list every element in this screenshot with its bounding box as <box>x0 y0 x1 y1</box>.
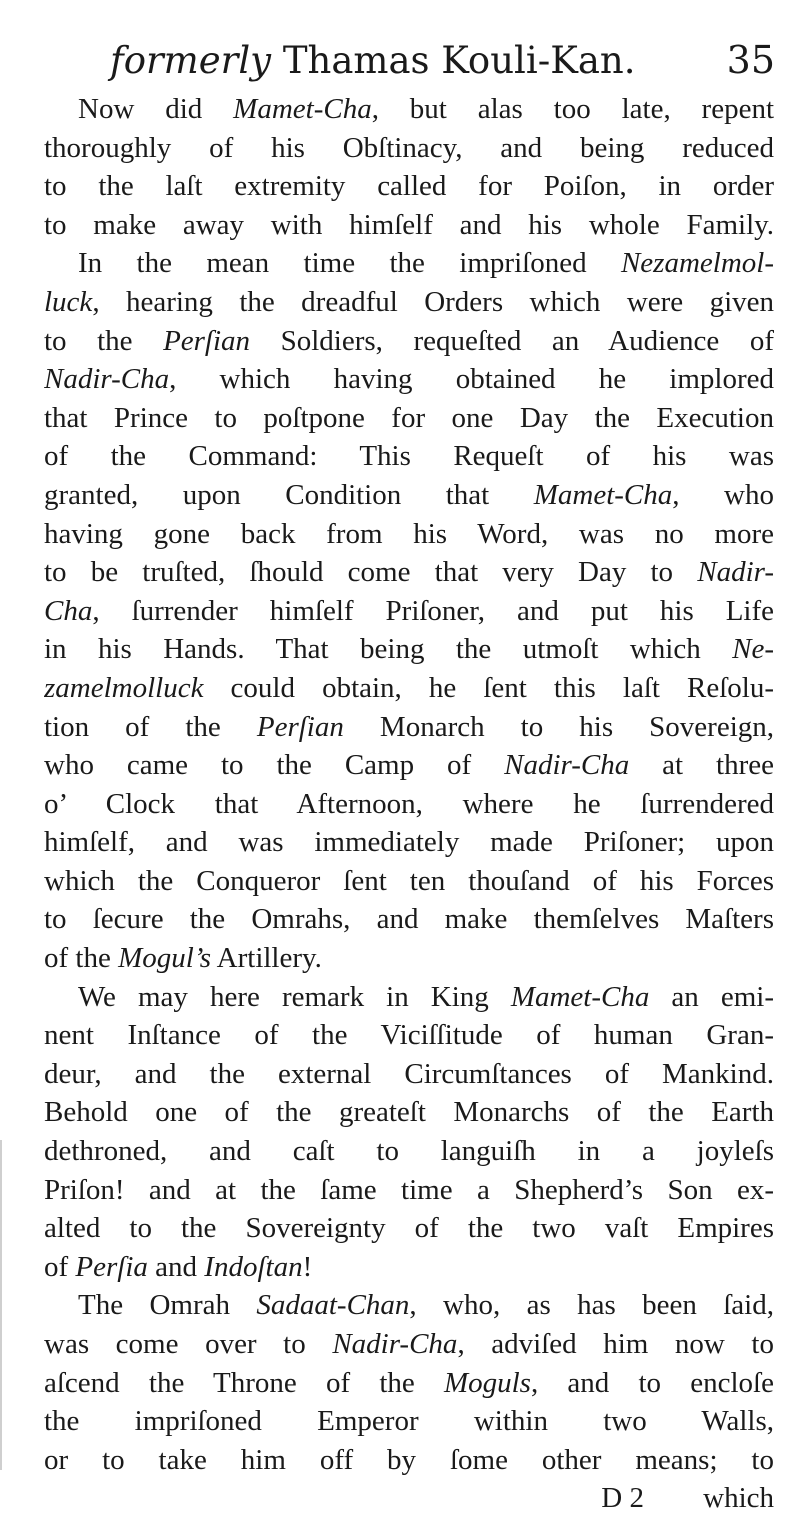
text-segment: and <box>147 1250 205 1283</box>
text-segment: dethroned, and caſt to languiſh in a joyleſs <box>44 1135 774 1168</box>
text-line <box>44 939 774 978</box>
text-segment: , who, as has been ſaid, <box>409 1289 774 1322</box>
text-segment: Cha <box>44 594 93 627</box>
text-line <box>44 322 774 361</box>
text-segment: to the laſt extremity called for Poiſon, in order <box>44 170 774 203</box>
text-line <box>44 1286 774 1325</box>
text-line <box>44 515 774 554</box>
text-segment: Artillery. <box>211 942 322 975</box>
text-segment: Mamet-Cha <box>233 93 372 125</box>
text-line <box>44 129 774 168</box>
text-segment: Nadir- <box>697 556 774 589</box>
text-segment: Nadir-Cha <box>44 363 170 396</box>
text-segment: , but alas too late, repent <box>371 93 774 125</box>
text-line <box>44 167 774 206</box>
text-segment: at three <box>629 749 774 782</box>
text-segment: to the <box>44 324 164 357</box>
text-segment: nent Inſtance of the Viciſſitude of human Gran- <box>44 1019 774 1052</box>
text-segment: Nadir-Cha <box>332 1328 458 1360</box>
text-line <box>44 244 774 283</box>
text-segment: could obtain, he ſent this laſt Reſolu- <box>203 671 774 704</box>
text-line <box>44 1132 774 1171</box>
text-segment: Nezamelmol- <box>620 247 774 280</box>
text-segment: who came to the Camp of <box>44 749 505 782</box>
text-segment: , ſurrender himſelf Priſoner, and put his Life <box>92 594 774 627</box>
signature-mark: D 2 <box>601 1482 644 1515</box>
running-head-italic: formerly <box>110 39 272 82</box>
text-segment: Mamet-Cha <box>510 980 650 1013</box>
text-line <box>44 1402 774 1441</box>
text-segment: to make away with himſelf and his whole Family. <box>44 208 774 241</box>
text-segment: Moguls <box>443 1366 531 1399</box>
page-footer <box>44 1479 774 1518</box>
text-segment: to be truſted, ſhould come that very Day to <box>44 556 698 589</box>
text-line <box>44 437 774 476</box>
text-line <box>44 1325 774 1364</box>
text-segment: The Omrah <box>78 1289 257 1322</box>
text-segment: which the Conqueror ſent ten thouſand of his Forces <box>44 864 774 897</box>
text-line <box>44 1171 774 1210</box>
text-line <box>44 785 774 824</box>
text-line <box>44 360 774 399</box>
text-segment: Perſian <box>256 710 344 743</box>
text-segment: o’ Clock that Afternoon, where he ſurrendered <box>44 787 774 820</box>
text-segment: alted to the Sovereignty of the two vaſt Empires <box>44 1212 774 1245</box>
text-segment: the impriſoned Emperor within two Walls, <box>44 1405 774 1438</box>
text-segment: We may here remark in King <box>78 980 511 1013</box>
text-line <box>44 746 774 785</box>
text-segment: of <box>44 1250 76 1283</box>
text-segment: thoroughly of his Obſtinacy, and being reduced <box>44 131 774 164</box>
text-segment: Priſon! and at the ſame time a Shepherd’s Son ex- <box>44 1173 774 1206</box>
text-line <box>44 1209 774 1248</box>
text-segment: Perſian <box>163 324 251 357</box>
text-segment: , who <box>672 478 774 511</box>
text-line <box>44 399 774 438</box>
text-line <box>44 1248 774 1287</box>
text-line <box>44 900 774 939</box>
text-segment: In the mean time the impriſoned <box>78 247 621 280</box>
text-segment: Perſia <box>75 1250 148 1283</box>
page-edge-mark <box>0 1140 10 1470</box>
text-line <box>44 1055 774 1094</box>
page-number: 35 <box>726 38 775 82</box>
text-segment: , which having obtained he implored <box>169 363 774 396</box>
text-segment: of the Command: This Requeſt of his was <box>44 440 774 473</box>
text-segment: , adviſed him now to <box>457 1328 774 1360</box>
text-segment: Sadaat-Chan <box>256 1289 410 1322</box>
text-segment: zamelmolluck <box>44 671 204 704</box>
body-text <box>44 90 774 1518</box>
text-line <box>44 476 774 515</box>
text-segment: Mogul’s <box>118 942 212 975</box>
text-segment: in his Hands. That being the utmoſt which <box>44 633 733 666</box>
text-segment: of the <box>44 942 119 975</box>
text-segment: luck <box>44 285 93 318</box>
text-segment: having gone back from his Word, was no more <box>44 517 774 550</box>
text-line <box>44 708 774 747</box>
text-segment: tion of the <box>44 710 257 743</box>
text-line <box>44 206 774 245</box>
text-segment: that Prince to poſtpone for one Day the Execution <box>44 401 774 434</box>
text-line <box>44 669 774 708</box>
text-segment: Now did <box>78 93 234 125</box>
text-segment: Mamet-Cha <box>533 478 673 511</box>
text-segment: deur, and the external Circumſtances of Mankind. <box>44 1057 774 1090</box>
running-head <box>110 39 636 83</box>
text-segment: Nadir-Cha <box>504 749 630 782</box>
text-line <box>44 978 774 1017</box>
text-line <box>44 1364 774 1403</box>
text-line <box>44 90 774 129</box>
running-head-roman: Thamas Kouli-Kan. <box>271 39 636 82</box>
text-line <box>44 592 774 631</box>
text-line <box>44 823 774 862</box>
text-segment: to ſecure the Omrahs, and make themſelves Maſters <box>44 903 774 936</box>
text-segment: , hearing the dreadful Orders which were given <box>92 285 774 318</box>
text-line <box>44 1093 774 1132</box>
text-segment: granted, upon Condition that <box>44 478 534 511</box>
text-line <box>44 630 774 669</box>
text-line <box>44 862 774 901</box>
text-segment: Monarch to his Sovereign, <box>343 710 774 743</box>
catchword: which <box>703 1482 774 1515</box>
text-line <box>44 283 774 322</box>
text-segment: an emi- <box>649 980 774 1013</box>
text-segment: or to take him off by ſome other means; to <box>44 1443 774 1476</box>
text-line <box>44 553 774 592</box>
page-header <box>110 38 775 83</box>
text-segment: Indoſtan <box>204 1250 303 1283</box>
text-segment: Behold one of the greateſt Monarchs of the Earth <box>44 1096 774 1129</box>
text-segment: aſcend the Throne of the <box>44 1366 444 1399</box>
text-segment: Ne- <box>732 633 774 666</box>
text-segment: himſelf, and was immediately made Priſoner; upon <box>44 826 774 859</box>
text-segment: ! <box>302 1250 313 1283</box>
text-line <box>44 1016 774 1055</box>
text-segment: , and to encloſe <box>530 1366 774 1399</box>
text-segment: Soldiers, requeſted an Audience of <box>250 324 774 357</box>
text-segment: was come over to <box>44 1328 333 1360</box>
text-line <box>44 1441 774 1480</box>
